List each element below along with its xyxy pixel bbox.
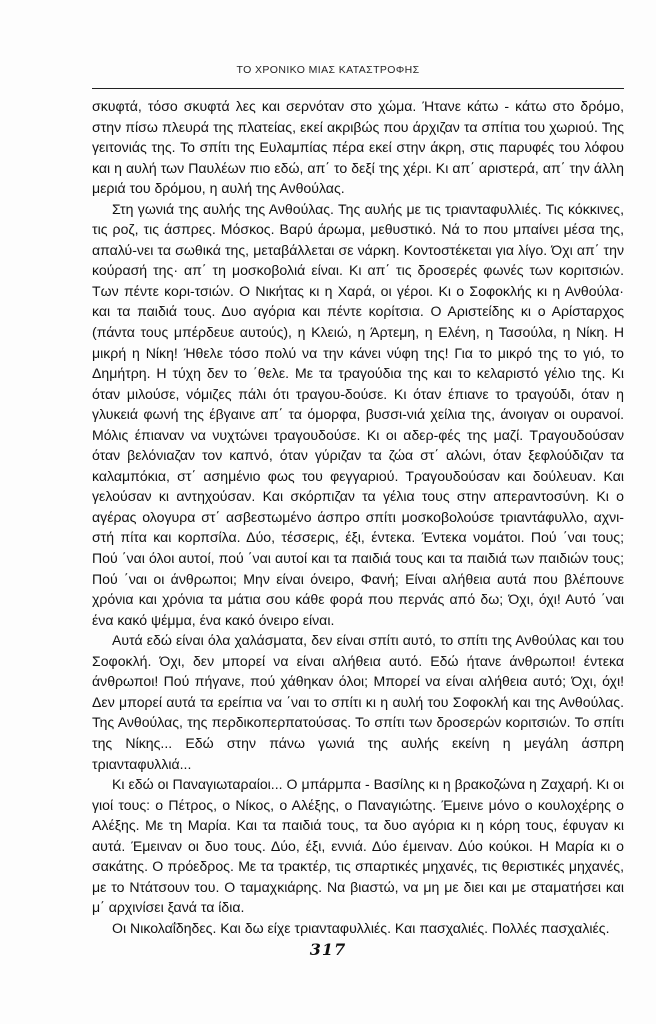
body-text	[92, 96, 624, 938]
paragraph-3: Αυτά εδώ είναι όλα χαλάσματα, δεν είναι σπίτι αυτό, το σπίτι της Ανθούλας και του Σοφοκλή. Όχι, δεν μπορεί να είναι αλήθεια αυτό. Εδώ ήτανε άνθρωποι! έντεκα άνθρωποι! Πού πήγανε, πού χάθηκαν όλοι; Μπορεί να είναι αλήθεια αυτό; Όχι, όχι! Δεν μπορεί αυτά τα ερείπια να ΄ναι το σπίτι κι η αυλή του Σοφοκλή και της Ανθούλας. Της Ανθούλας, της περδικοπερπατούσας. Το σπίτι των δροσερών κοριτσιών. Το σπίτι της Νίκης... Εδώ στην πάνω γωνιά της αυλής εκείνη η μεγάλη άσπρη τριανταφυλλιά...	[92, 632, 624, 772]
header-divider	[92, 88, 624, 89]
paragraph-1: σκυφτά, τόσο σκυφτά λες και σερνόταν στο χώμα. Ήτανε κάτω - κάτω στο δρόμο, στην πίσω πλευρά της πλατείας, εκεί ακριβώς που άρχιζαν τα σπίτια του χωριού. Της γειτονιάς της. Το σπίτι της Ευλαμπίας πέρα εκεί στην άκρη, στις παρυφές του λόφου και η αυλή των Παυλέων πιο εδώ, απ΄ το δεξί της χέρι. Κι απ΄ αριστερά, απ΄ την άλλη μεριά του δρόμου, η αυλή της Ανθούλας.	[92, 98, 624, 197]
running-header: ΤΟ ΧΡΟΝΙΚΟ ΜΙΑΣ ΚΑΤΑΣΤΡΟΦΗΣ	[236, 64, 420, 76]
paragraph-4: Κι εδώ οι Παναγιωταραίοι... Ο μπάρμπα - Βασίλης κι η βρακοζώνα η Ζαχαρή. Κι οι γιοί τους: ο Πέτρος, ο Νίκος, ο Αλέξης, ο Παναγιώτης. Έμεινε μόνο ο κουλοχέρης ο Αλέξης. Με τη Μαρία. Και τα παιδιά τους, τα δυο αγόρια κι η κόρη τους, έφυγαν κι αυτά. Έμειναν οι δυο τους. Δύο, έξι, εννιά. Δύο έμειναν. Δύο κούκοι. Η Μαρία κι ο σακάτης. Ο πρόεδρος. Με τα τρακτέρ, τις σπαρτικές μηχανές, τις θεριστικές μηχανές, με το Ντάτσουν του. Ο ταμαχκιάρης. Να βιαστώ, να μη με διει και με σταματήσει και μ΄ αρχινίσει ξανά τα ίδια.	[92, 776, 624, 916]
page-number: 317	[309, 940, 347, 959]
paragraph-2: Στη γωνιά της αυλής της Ανθούλας. Της αυλής με τις τριανταφυλλιές. Τις κόκκινες, τις ροζ, τις άσπρες. Μόσκος. Βαρύ άρωμα, μεθυστικό. Νά το που μπαίνει μέσα της, απαλύ-νει τα σωθικά της, μεταβάλλεται σε νάρκη. Κοντοστέκεται για λίγο. Όχι απ΄ την κούρασή της· απ΄ τη μοσκοβολιά είναι. Κι απ΄ τις δροσερές φωνές των κοριτσιών. Των πέντε κορι-τσιών. Ο Νικήτας κι η Χαρά, οι γέροι. Κι ο Σοφοκλής κι η Ανθούλα· και τα παιδιά τους. Δυο αγόρια και πέντε κορίτσια. Ο Αριστείδης κι ο Αρίσταρχος (πάντα τους μπέρδευε αυτούς), η Κλειώ, η Άρτεμη, η Ελένη, η Τασούλα, η Νίκη. Η μικρή η Νίκη! Ήθελε τόσο πολύ να την κάνει νύφη της! Για το μικρό της το γιό, το Δημήτρη. Η τύχη δεν το ΄θελε. Με τα τραγούδια της και το κελαριστό γέλιο της. Κι όταν μιλούσε, νόμιζες πάλι ότι τραγου-δούσε. Κι όταν έπιανε το τραγούδι, όταν η γλυκειά φωνή της έβγαινε απ΄ τα όμορφα, βυσσι-νιά χείλια της, άνοιγαν οι ουρανοί. Μόλις έπιαναν να νυχτώνει τραγουδούσε. Κι οι αδερ-φές της μαζί. Τραγουδούσαν όταν βελόνιαζαν τον καπνό, όταν γύριζαν τα ζώα στ΄ αλώνι, όταν ξεφλούδιζαν τα καλαμπόκια, στ΄ ασημένιο φως του φεγγαριού. Τραγουδούσαν και δούλευαν. Και γελούσαν κι αντηχούσαν. Και σκόρπιζαν τα γέλια τους στην απεραντοσύνη. Κι ο αγέρας ολογυρα στ΄ ασβεστωμένο άσπρο σπίτι μοσκοβολούσε τριαντάφυλλο, αχνι-στή πίτα και κορπσίλα. Δύο, τέσσερις, έξι, έντεκα. Έντεκα νομάτοι. Πού ΄ναι τους; Πού ΄ναι όλοι αυτοί, πού ΄ναι αυτοί και τα παιδιά τους και τα παιδιά των παιδιών τους; Πού ΄ναι οι άνθρωποι; Μην είναι όνειρο, Φανή; Είναι αλήθεια αυτά που βλέπουνε χρόνια και χρόνια τα μάτια σου κάθε φορά που περνάς από δω; Όχι, όχι! Αυτό ΄ναι ένα κακό ψέμμα, ένα κακό όνειρο είναι.	[92, 200, 624, 628]
paragraph-5: Οι Νικολαΐδηδες. Και δω είχε τριανταφυλλιές. Και πασχαλιές. Πολλές πασχαλιές.	[112, 919, 610, 936]
